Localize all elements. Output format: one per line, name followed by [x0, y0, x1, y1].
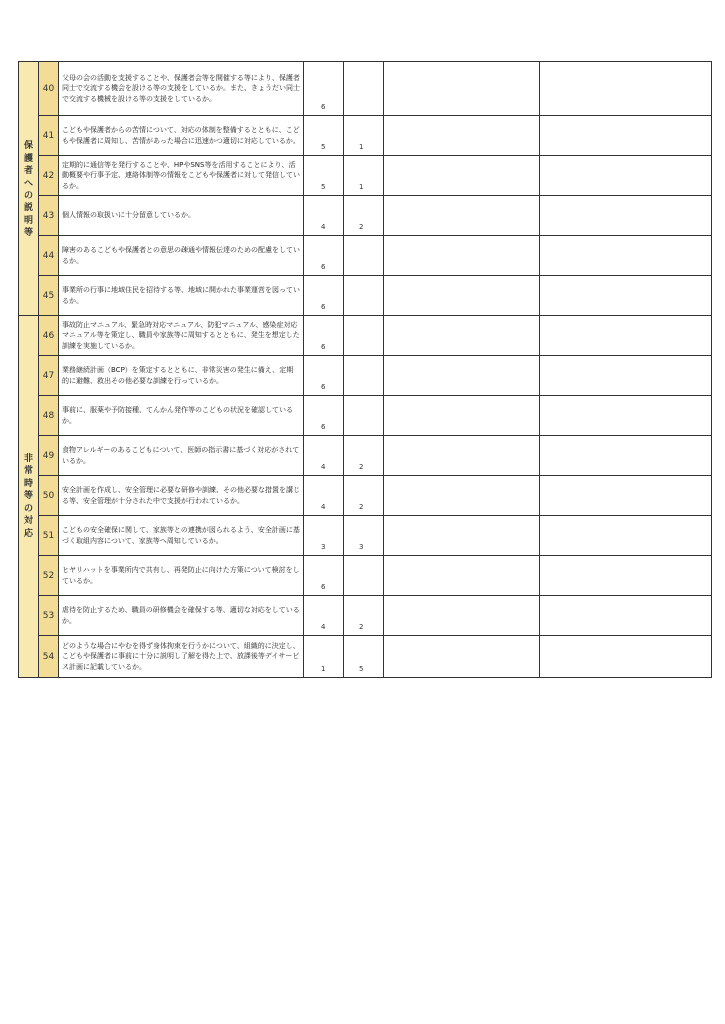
yes-count-cell [304, 396, 344, 436]
remarks-cell [384, 396, 540, 436]
yes-count-cell [304, 436, 344, 476]
category-char: 時 [23, 478, 33, 489]
yes-count-cell [304, 556, 344, 596]
category-emergency-response [19, 316, 39, 678]
yes-count: 6 [321, 383, 326, 391]
table-row [19, 596, 712, 636]
category-char: 等 [23, 491, 33, 502]
response-cell [540, 596, 712, 636]
table-row [19, 156, 712, 196]
item-question: こどもや保護者からの苦情について、対応の体制を整備するとともに、こどもや保護者に周知し、苦情があった場合に迅速かつ適切に対応しているか。 [59, 116, 304, 156]
table-row [19, 396, 712, 436]
yes-count-cell [304, 316, 344, 356]
no-count: 1 [359, 183, 364, 191]
remarks-cell [384, 156, 540, 196]
response-cell [540, 516, 712, 556]
category-char: 護 [23, 153, 33, 164]
no-count-cell [344, 356, 384, 396]
table-row [19, 356, 712, 396]
item-number: 49 [39, 436, 59, 476]
response-cell [540, 356, 712, 396]
item-question: 事故防止マニュアル、緊急時対応マニュアル、防犯マニュアル、感染症対応マニュアル等を策定し、職員や家族等に周知するとともに、発生を想定した訓練を実施しているか。 [59, 316, 304, 356]
yes-count-cell [304, 636, 344, 678]
no-count: 3 [359, 543, 364, 551]
yes-count-cell [304, 196, 344, 236]
yes-count: 6 [321, 303, 326, 311]
item-question: 定期的に通信等を発行することや、HPやSNS等を活用することにより、活動概要や行事予定、連絡体制等の情報をこどもや保護者に対して発信しているか。 [59, 156, 304, 196]
category-char: 応 [23, 528, 33, 539]
response-cell [540, 556, 712, 596]
item-question: 業務継続計画（BCP）を策定するとともに、非常災害の発生に備え、定期的に避難、救出その他必要な訓練を行っているか。 [59, 356, 304, 396]
no-count-cell [344, 156, 384, 196]
yes-count-cell [304, 276, 344, 316]
item-question: ヒヤリハットを事業所内で共有し、再発防止に向けた方策について検討をしているか。 [59, 556, 304, 596]
item-number: 50 [39, 476, 59, 516]
table-row [19, 116, 712, 156]
table-row [19, 476, 712, 516]
yes-count: 5 [321, 183, 326, 191]
no-count: 2 [359, 503, 364, 511]
category-char: 対 [23, 516, 33, 527]
item-question: こどもの安全確保に関して、家族等との連携が図られるよう、安全計画に基づく取組内容について、家族等へ周知しているか。 [59, 516, 304, 556]
category-char: 者 [23, 166, 33, 177]
yes-count: 4 [321, 223, 326, 231]
response-cell [540, 636, 712, 678]
item-question: どのような場合にやむを得ず身体拘束を行うかについて、組織的に決定し、こどもや保護者に事前に十分に説明し了解を得た上で、放課後等デイサービス計画に記載しているか。 [59, 636, 304, 678]
no-count-cell [344, 556, 384, 596]
response-cell [540, 196, 712, 236]
remarks-cell [384, 476, 540, 516]
yes-count: 1 [321, 665, 326, 673]
no-count-cell [344, 316, 384, 356]
item-number: 44 [39, 236, 59, 276]
response-cell [540, 396, 712, 436]
no-count: 5 [359, 665, 364, 673]
remarks-cell [384, 436, 540, 476]
response-cell [540, 156, 712, 196]
item-question: 障害のあるこどもや保護者との意思の疎通や情報伝達のための配慮をしているか。 [59, 236, 304, 276]
no-count-cell [344, 62, 384, 116]
table-row [19, 636, 712, 678]
no-count-cell [344, 396, 384, 436]
table-row [19, 436, 712, 476]
remarks-cell [384, 356, 540, 396]
yes-count-cell [304, 62, 344, 116]
response-cell [540, 62, 712, 116]
response-cell [540, 276, 712, 316]
category-char: へ [23, 178, 33, 189]
remarks-cell [384, 516, 540, 556]
category-char: 常 [23, 466, 33, 477]
item-number: 45 [39, 276, 59, 316]
category-char: の [23, 503, 33, 514]
response-cell [540, 436, 712, 476]
yes-count-cell [304, 596, 344, 636]
no-count: 1 [359, 143, 364, 151]
item-question: 食物アレルギーのあるこどもについて、医師の指示書に基づく対応がされているか。 [59, 436, 304, 476]
category-char: 保 [23, 141, 33, 152]
item-number: 54 [39, 636, 59, 678]
remarks-cell [384, 596, 540, 636]
category-char: 非 [23, 454, 33, 465]
yes-count: 6 [321, 263, 326, 271]
no-count-cell [344, 236, 384, 276]
yes-count: 4 [321, 503, 326, 511]
response-cell [540, 476, 712, 516]
no-count-cell [344, 436, 384, 476]
item-number: 43 [39, 196, 59, 236]
remarks-cell [384, 62, 540, 116]
item-number: 51 [39, 516, 59, 556]
no-count: 2 [359, 223, 364, 231]
remarks-cell [384, 276, 540, 316]
item-question: 虐待を防止するため、職員の研修機会を確保する等、適切な対応をしているか。 [59, 596, 304, 636]
yes-count: 6 [321, 583, 326, 591]
yes-count-cell [304, 156, 344, 196]
table-row [19, 316, 712, 356]
item-question: 安全計画を作成し、安全管理に必要な研修や訓練、その他必要な措置を講じる等、安全管理が十分された中で支援が行われているか。 [59, 476, 304, 516]
remarks-cell [384, 236, 540, 276]
item-number: 42 [39, 156, 59, 196]
response-cell [540, 316, 712, 356]
no-count-cell [344, 636, 384, 678]
yes-count-cell [304, 476, 344, 516]
table-row [19, 236, 712, 276]
yes-count: 4 [321, 463, 326, 471]
category-char: 説 [23, 203, 33, 214]
item-number: 52 [39, 556, 59, 596]
table-row [19, 516, 712, 556]
yes-count-cell [304, 236, 344, 276]
survey-sheet [18, 61, 711, 678]
remarks-cell [384, 116, 540, 156]
item-number: 46 [39, 316, 59, 356]
yes-count-cell [304, 116, 344, 156]
item-question: 父母の会の活動を支援することや、保護者会等を開催する等により、保護者同士で交流する機会を設ける等の支援をしているか。また、きょうだい同士で交流する機械を設ける等の支援をしているか。 [59, 62, 304, 116]
category-char: の [23, 191, 33, 201]
category-char: 明 [23, 215, 33, 226]
yes-count: 6 [321, 103, 326, 111]
table-row [19, 556, 712, 596]
no-count-cell [344, 596, 384, 636]
yes-count-cell [304, 516, 344, 556]
remarks-cell [384, 196, 540, 236]
item-number: 40 [39, 62, 59, 116]
table-row [19, 276, 712, 316]
no-count-cell [344, 116, 384, 156]
no-count-cell [344, 516, 384, 556]
no-count: 2 [359, 623, 364, 631]
item-question: 事前に、服薬や予防接種、てんかん発作等のこどもの状況を確認しているか。 [59, 396, 304, 436]
category-char: 等 [23, 228, 33, 239]
item-number: 53 [39, 596, 59, 636]
yes-count: 3 [321, 543, 326, 551]
yes-count: 6 [321, 343, 326, 351]
response-cell [540, 236, 712, 276]
yes-count: 4 [321, 623, 326, 631]
table-row [19, 62, 712, 116]
no-count-cell [344, 476, 384, 516]
item-question: 事業所の行事に地域住民を招待する等、地域に開かれた事業運営を図っているか。 [59, 276, 304, 316]
response-cell [540, 116, 712, 156]
category-guardian-explanation [19, 62, 39, 316]
survey-table [18, 61, 712, 678]
table-row [19, 196, 712, 236]
remarks-cell [384, 636, 540, 678]
no-count: 2 [359, 463, 364, 471]
yes-count: 6 [321, 423, 326, 431]
no-count-cell [344, 196, 384, 236]
item-question: 個人情報の取扱いに十分留意しているか。 [59, 196, 304, 236]
remarks-cell [384, 556, 540, 596]
yes-count-cell [304, 356, 344, 396]
remarks-cell [384, 316, 540, 356]
item-number: 48 [39, 396, 59, 436]
item-number: 41 [39, 116, 59, 156]
yes-count: 5 [321, 143, 326, 151]
no-count-cell [344, 276, 384, 316]
item-number: 47 [39, 356, 59, 396]
